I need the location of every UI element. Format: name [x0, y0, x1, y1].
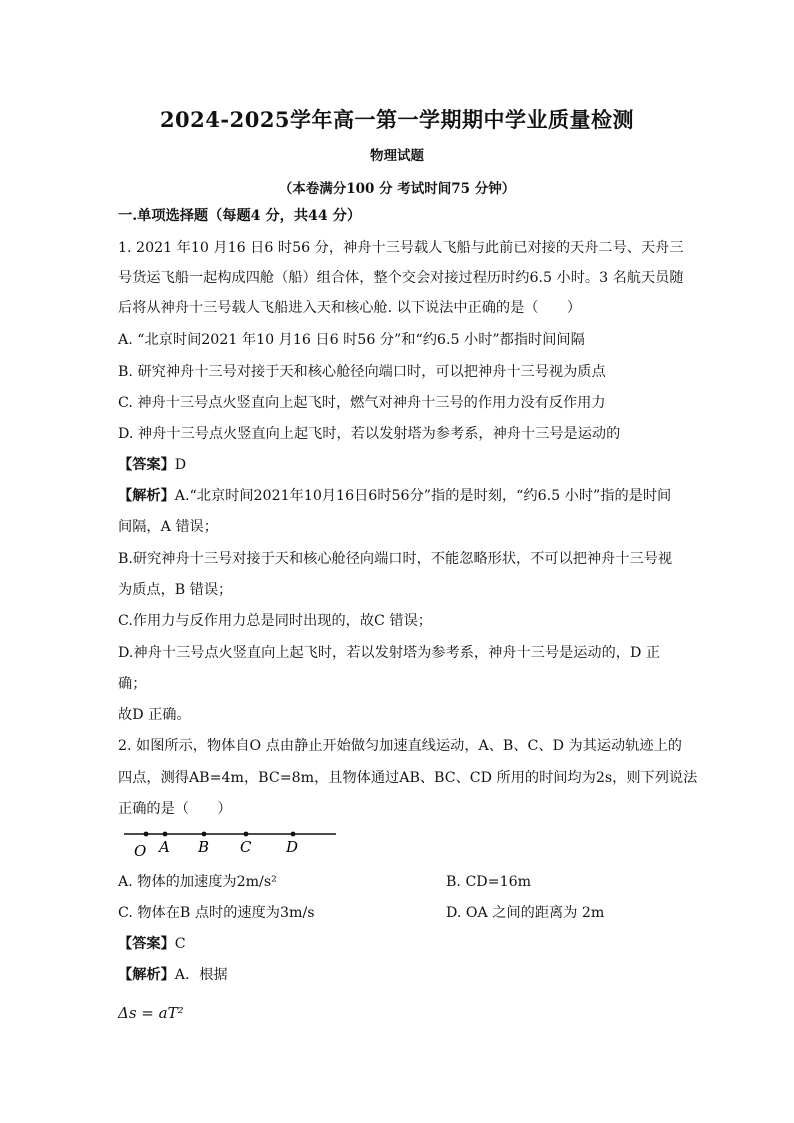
q1-analysis-line7: 确； [118, 676, 147, 692]
exam-note: （本卷满分100 分 考试时间75 分钟） [278, 181, 516, 197]
point-b-label: B [198, 838, 210, 856]
answer-tag: 【答案】 [118, 457, 175, 473]
formula-delta-s: Δs = aT² [118, 1004, 184, 1022]
q2-stem-line2: 四点，测得AB=4m，BC=8m，且物体通过AB、BC、CD 所用的时间均为2s，则下列说法 [118, 770, 698, 786]
point-c-label: C [240, 838, 252, 856]
q2-stem-line3: 正确的是（ ） [118, 801, 232, 817]
section-heading: 一.单项选择题（每题4 分，共44 分） [118, 208, 362, 224]
q1-analysis-line3: B.研究神舟十三号对接于天和核心舱径向端口时，不能忽略形状，不可以把神舟十三号视 [118, 551, 673, 567]
q1-stem-line3: 后将从神舟十三号载人飞船进入天和核心舱. 以下说法中正确的是（ ） [118, 300, 582, 316]
q1-analysis-line2: 间隔，A 错误； [118, 519, 218, 535]
analysis-tag: 【解析】 [118, 488, 175, 504]
point-a-dot [163, 832, 168, 837]
point-o-dot [144, 832, 149, 837]
point-d-label: D [286, 838, 299, 856]
analysis-text: A.“北京时间2021年10月16日6时56分”指的是时刻，“约6.5 小时”指的是时间 [174, 488, 672, 504]
q1-analysis-line5: C.作用力与反作用力总是同时出现的，故C 错误； [118, 613, 432, 629]
q1-analysis-line4: 为质点，B 错误； [118, 582, 233, 598]
subject-title: 物理试题 [370, 148, 424, 164]
motion-track-diagram [118, 822, 348, 864]
q1-stem-line1: 1. 2021 年10 月16 日6 时56 分，神舟十三号载人飞船与此前已对接的天舟二号、天舟三 [118, 240, 684, 256]
q1-stem-line2: 号货运飞船一起构成四舱（船）组合体，整个交会对接过程历时约6.5 小时。3 名航天员随 [118, 270, 684, 286]
q2-stem-line1: 2. 如图所示，物体自O 点由静止开始做匀加速直线运动，A、B、C、D 为其运动轨迹上的 [118, 738, 682, 754]
q2-option-d: D. OA 之间的距离为 2m [446, 905, 605, 921]
point-o-label: O [134, 842, 147, 860]
q1-option-a: A. “北京时间2021 年10 月16 日6 时56 分”和“约6.5 小时”都指时间间隔 [118, 332, 585, 348]
q2-option-a: A. 物体的加速度为2m/s² [118, 874, 277, 890]
point-c-dot [244, 832, 249, 837]
answer-value: C [174, 936, 186, 952]
analysis-tag: 【解析】 [118, 967, 175, 983]
q1-analysis-line6: D.神舟十三号点火竖直向上起飞时，若以发射塔为参考系，神舟十三号是运动的，D 正 [118, 645, 661, 661]
q1-analysis-line8: 故D 正确。 [118, 707, 191, 723]
point-b-dot [202, 832, 207, 837]
analysis-text: A．根据 [174, 967, 228, 983]
q1-analysis-line1 [118, 486, 678, 506]
q2-option-b: B. CD=16m [446, 874, 532, 890]
answer-tag: 【答案】 [118, 936, 175, 952]
q1-answer [118, 455, 678, 475]
exam-title: 2024-2025学年高一第一学期期中学业质量检测 [159, 107, 635, 132]
q1-option-b: B. 研究神舟十三号对接于天和核心舱径向端口时，可以把神舟十三号视为质点 [118, 364, 606, 380]
point-a-label: A [159, 838, 170, 856]
q2-option-c: C. 物体在B 点时的速度为3m/s [118, 905, 315, 921]
q1-option-c: C. 神舟十三号点火竖直向上起飞时，燃气对神舟十三号的作用力没有反作用力 [118, 395, 606, 411]
q2-analysis-line1 [118, 965, 678, 985]
point-d-dot [291, 832, 296, 837]
answer-value: D [174, 457, 187, 473]
q1-option-d: D. 神舟十三号点火竖直向上起飞时，若以发射塔为参考系，神舟十三号是运动的 [118, 426, 621, 442]
q2-answer [118, 934, 678, 954]
